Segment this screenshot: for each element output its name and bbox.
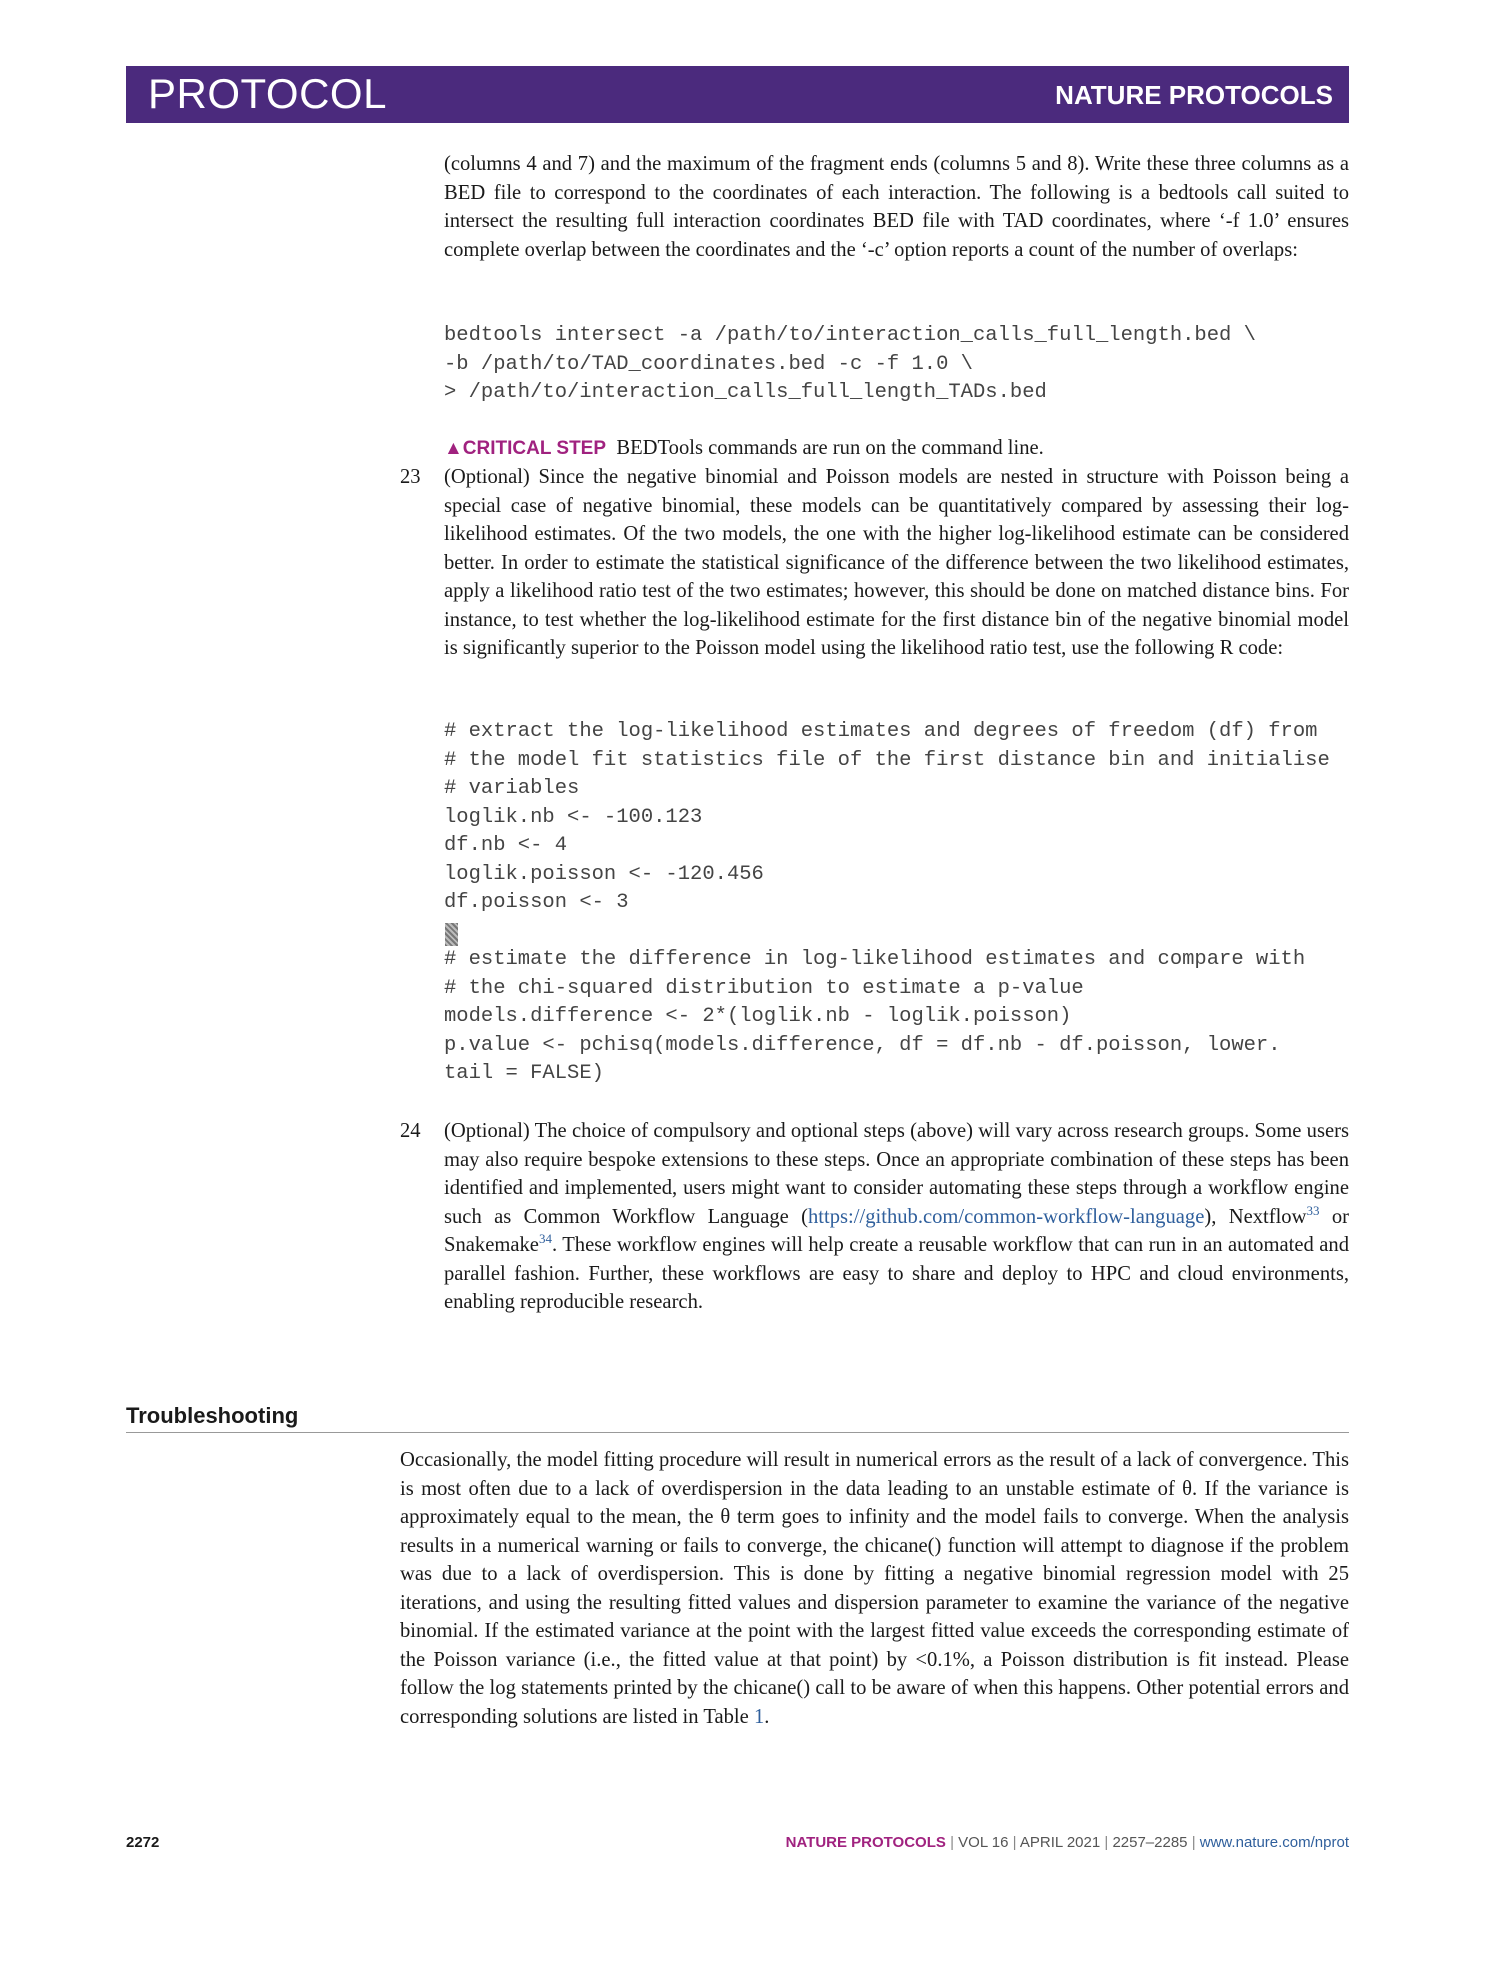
code-placeholder-block	[445, 923, 458, 946]
footer-url[interactable]: www.nature.com/nprot	[1199, 1834, 1349, 1851]
critical-step-label: ▲CRITICAL STEP	[444, 438, 607, 459]
footer-separator: |	[1187, 1834, 1200, 1851]
page-number: 2272	[126, 1834, 160, 1851]
cwl-link[interactable]: https://github.com/common-workflow-language	[807, 1205, 1205, 1228]
journal-name: NATURE PROTOCOLS	[1055, 80, 1333, 110]
footer-separator: |	[1100, 1834, 1113, 1851]
header-banner	[126, 66, 1349, 123]
step24-text-4: . These workflow engines will help create a reusable workflow that can run in an automated and parallel fashion. Further, these workflows are easy to share and deploy to HPC and cloud environments, enabling reproducible research.	[444, 1234, 1349, 1313]
troubleshooting-paragraph	[400, 1446, 1349, 1731]
footer-separator: |	[1008, 1834, 1020, 1851]
footer-volume: VOL 16	[958, 1834, 1009, 1851]
reference-33[interactable]: 33	[1306, 1202, 1320, 1218]
step22-paragraph: (columns 4 and 7) and the maximum of the fragment ends (columns 5 and 8). Write these three columns as a BED file to correspond to the coordinates of each interaction. The following is a bedtools call suited to intersect the resulting full interaction coordinates BED file with TAD coordinates, where ‘-f 1.0’ ensures complete overlap between the coordinates and the ‘-c’ option reports a count of the number of overlaps:	[444, 153, 1349, 261]
step24-text-3: or Snakemake	[444, 1205, 1349, 1256]
r-code-part2: # estimate the difference in log-likelihood estimates and compare with # the chi-squared distribution to estimate a p-value models.difference <- 2*(loglik.nb - loglik.poisson) p.value <- pchisq(models.difference, df = df.nb - df.poisson, lower. tail = FALSE)	[444, 948, 1306, 1085]
section-label: PROTOCOL	[148, 70, 387, 117]
table-1-link[interactable]: 1	[753, 1705, 765, 1728]
step24-number: 24	[400, 1120, 421, 1142]
section-divider	[126, 1432, 1349, 1433]
troubleshooting-heading: Troubleshooting	[126, 1403, 299, 1428]
step24-text: (Optional) The choice of compulsory and optional steps (above) will vary across research groups. Some users may also require bespoke extensions to these steps. Once an appropriate combination of these steps has been identified and implemented, users might want to consider automating these steps through a workflow engine such as Common Workflow Language (	[444, 1120, 1349, 1228]
troubleshooting-text-end: .	[764, 1705, 770, 1728]
bedtools-code: bedtools intersect -a /path/to/interaction_calls_full_length.bed \ -b /path/to/TAD_coordinates.bed -c -f 1.0 \ > /path/to/interaction_calls_full_length_TADs.bed	[444, 324, 1256, 404]
footer-pages: 2257–2285	[1112, 1834, 1188, 1851]
critical-step-note	[444, 434, 1349, 464]
footer-date: APRIL 2021	[1019, 1834, 1101, 1851]
step23-paragraph: (Optional) Since the negative binomial and Poisson models are nested in structure with Poisson being a special case of negative binomial, these models can be quantitatively compared by assessing their log-likelihood estimates. Of the two models, the one with the higher log-likelihood estimate can be considered better. In order to estimate the statistical significance of the difference between the two likelihood estimates, apply a likelihood ratio test of the two estimates; however, this should be done on matched distance bins. For instance, to test whether the log-likelihood estimate for the first distance bin of the negative binomial model is significantly superior to the Poisson model using the likelihood ratio test, use the following R code:	[444, 466, 1349, 659]
troubleshooting-text: Occasionally, the model fitting procedure will result in numerical errors as the result of a lack of convergence. This is most often due to a lack of overdispersion in the data leading to an unstable estimate of θ. If the variance is approximately equal to the mean, the θ term goes to infinity and the model fails to converge. When the analysis results in a numerical warning or fails to converge, the chicane() function will attempt to diagnose if the problem was due to a lack of overdispersion. This is done by fitting a negative binomial regression model with 25 iterations, and using the resulting fitted values and dispersion parameter to examine the variance of the negative binomial. If the estimated variance at the point with the largest fitted value exceeds the corresponding estimate of the Poisson variance (i.e., the fitted value at that point) by <0.1%, a Poisson distribution is fit instead. Please follow the log statements printed by the chicane() call to be aware of when this happens. Other potential errors and corresponding solutions are listed in Table	[400, 1449, 1349, 1728]
reference-34[interactable]: 34	[538, 1231, 552, 1247]
r-code-part1: # extract the log-likelihood estimates and degrees of freedom (df) from # the model fit statistics file of the first distance bin and initialise # variables loglik.nb <- -100.123 df.nb <- 4 loglik.poisson <- -120.456 df.poisson <- 3	[444, 720, 1330, 914]
footer-journal: NATURE PROTOCOLS	[785, 1834, 946, 1851]
footer-separator: |	[945, 1834, 959, 1851]
step24-paragraph	[444, 1117, 1349, 1317]
critical-step-text: BEDTools commands are run on the command line.	[616, 437, 1044, 459]
footer-citation	[786, 1834, 1349, 1851]
step23-number: 23	[400, 466, 421, 488]
step24-text-2: ), Nextflow	[1204, 1205, 1307, 1228]
